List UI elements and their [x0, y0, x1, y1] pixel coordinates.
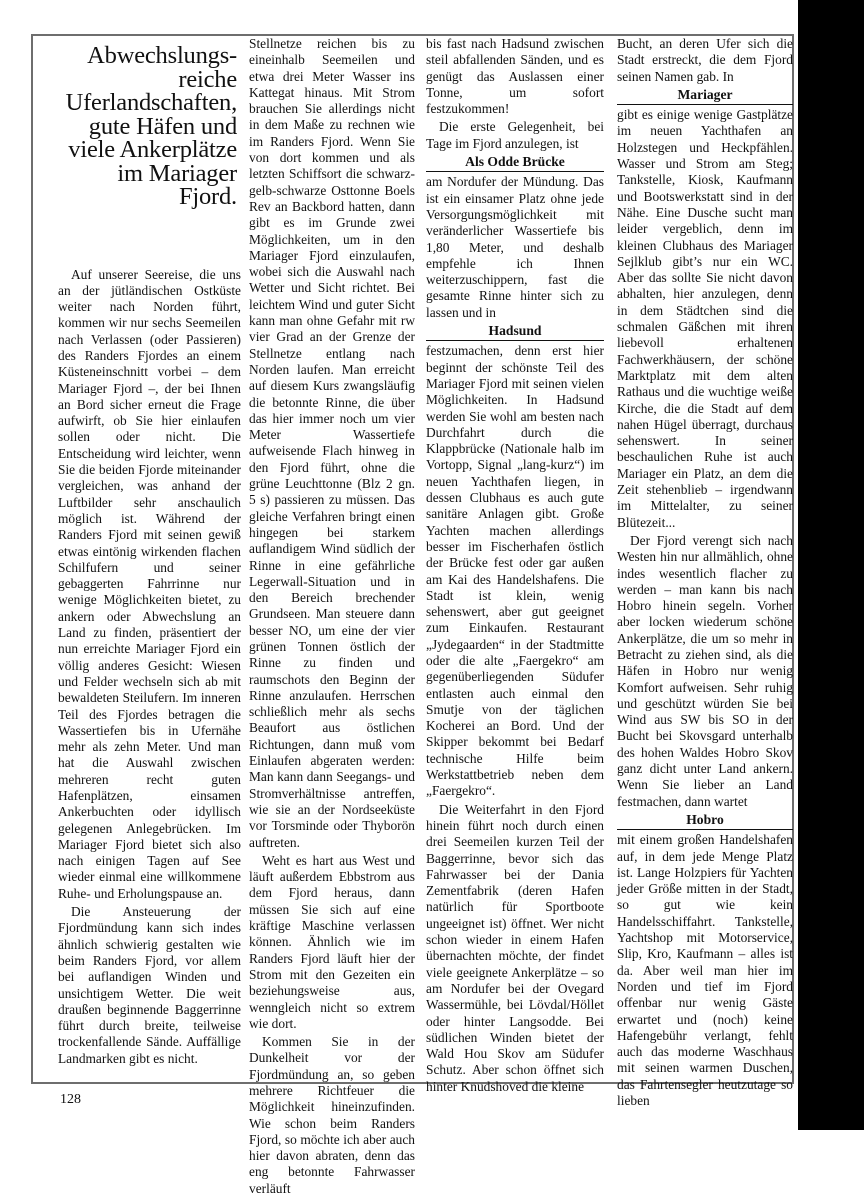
- paragraph: gibt es einige wenige Gastplätze im neuen Yachthafen an Holzstegen und Heckpfählen. Wasser und Strom am Steg; Tankstelle, Kiosk, Kaufmann und Bootswerkstatt sind in der Nähe. Eine Dusche sucht man leider vergeblich, denn im kleinen Clubhaus des Mariager Sejlklub gibt’s nur ein WC. Aber das sollte Sie nicht davon abhalten, hier anzulegen, denn in dem Städtchen sind die schmalen Gäßchen mit ihren liebevoll erhaltenen Fachwerkhäusern, der schöne Marktplatz mit dem alten Rathaus und die wuchtige weiße Kirche, die die Stadt auf dem nahen Hügel überragt, durchaus sehenswert. In seiner beschaulichen Ruhe ist auch Mariager ein Platz, an dem die Zeit stehenblieb – irgendwann im Mittelalter, zu seiner Blütezeit...: [617, 107, 793, 530]
- paragraph: am Nordufer der Mündung. Das ist ein einsamer Platz ohne jede Versorgungsmöglichkeit mit veränderlicher Wassertiefe bis 1,80 Meter, und deshalb empfehle ich Ihnen weiterzuschippern, fast die gesamte Rinne hinter sich zu lassen und in: [426, 174, 604, 320]
- subheading-hadsund: Hadsund: [426, 323, 604, 341]
- paragraph: festzumachen, denn erst hier beginnt der schönste Teil des Mariager Fjord mit seinen vielen Möglichkeiten. In Hadsund werden Sie wohl am besten nach Durchfahrt durch die Klappbrücke (Nationale halb im Vortopp, Signal „lang-kurz“) im neuen Yachthafen liegen, in dessen Clubhaus es auch gute sanitäre Anlagen gibt. Große Yachten machen allerdings besser im Fischerhafen östlich der Brücke fest oder gar außen am Kai des Handelshafens. Die Stadt ist klein, wenig sehenswert, aber gut geeignet zum Einkaufen. Restaurant „Jydegaarden“ in der Stadtmitte oder die alte „Faergekro“ am gegenüberliegenden Südufer entlasten auch einmal den Smutje von der täglichen Kocherei an Bord. Und der Skipper bekommt bei Bedarf technische Hilfe beim Werkstattbetrieb neben dem „Faergekro“.: [426, 343, 604, 799]
- column-1: [58, 36, 241, 1086]
- paragraph: mit einem großen Handelshafen auf, in dem jede Menge Platz ist. Lange Holzpiers für Yachten jeder Größe mitten in der Stadt, so gut wie kein Handelsschiffahrt. Tankstelle, Yachtshop mit Motorservice, Slip, Kro, Kaufmann – alles ist da. Aber weil man hier im Norden und tief im Fjord offenbar nur wenig Gäste erwartet und (noch) keine Hafengebühr verlangt, fehlt auch das moderne Waschhaus mit seinen warmen Duschen, das Fahrtensegler heutzutage so lieben: [617, 832, 793, 1108]
- paragraph: bis fast nach Hadsund zwischen steil abfallenden Sänden, und es genügt das Auslassen einer Tonne, um sofort festzukommen!: [426, 36, 604, 117]
- paragraph: Die erste Gelegenheit, bei Tage im Fjord anzulegen, ist: [426, 119, 604, 151]
- paragraph: Auf unserer Seereise, die uns an der jütländischen Ostküste weiter nach Norden führt, kommen wir nur sechs Seemeilen nach Verlassen (oder Passieren) des Randers Fjordes an einem Küsteneinschnitt vorbei – dem Mariager Fjord –, der bei Ihnen an Bord sicher erneut die Frage aufwirft, ob Sie hier einlaufen sollen oder nicht. Die Entscheidung wird leichter, wenn Sie die beiden Fjorde miteinander vergleichen, was anhand der Luftbilder sehr anschaulich möglich ist. Während der Randers Fjord mit seinen gewiß etwas eintönig wirkenden flachen Schilfufern und seiner gebaggerten Fahrrinne nur wenige Möglichkeiten bietet, zu ankern oder Abwechslung an Land zu finden, präsentiert der nun erreichte Mariager Fjord ein völlig anderes Gesicht: Wiesen und Felder wechseln sich ab mit bewaldeten Steilufern. Im inneren Teil des Fjordes betragen die Wassertiefen bis in Ufernähe mehr als zehn Meter. Und man hat die Auswahl zwischen mehreren recht guten Hafenplätzen, einsamen Ankerbuchten oder idyllisch gelegenen Anlegebrücken. Im Mariager Fjord bietet sich also nach einigen Tagen auf See wieder einmal eine willkommene Ruhe- und Erholungspause an.: [58, 266, 241, 901]
- column-2: [249, 36, 415, 1196]
- intro-block: [58, 267, 241, 1068]
- paragraph: Stellnetze reichen bis zu eineinhalb Seemeilen und etwa drei Meter Wasser ins Kattegat hinaus. Mit Strom brauchen Sie allerdings nicht in dem Maße zu rechnen wie im Randers Fjord. Wenn Sie von dort kommen und als letzten Schiffsort die schwarz-gelb-schwarze Osttonne Boels Rev an Backbord hatten, dann gibt es im Grunde zwei Möglichkeiten, um in den Mariager Fjord einzulaufen, wobei sich die Auswahl nach Wetter und Sicht richtet. Bei leichtem Wind und guter Sicht kann man ohne Gefahr mit rw vier Grad an der Grenze der Stellnetze entlang nach Norden laufen. Man erreicht auf diesem Kurs zwangsläufig die betonnte Rinne, die über das hier immer noch um vier Meter Wassertiefe aufweisende Flach hinweg in den Fjord führt, ohne die grüne Leuchttonne (Blz 2 gn. 5 s) passieren zu müssen. Das gleiche Verfahren bringt einen hingegen bei starkem auflandigem Wind südlich der Rinne in eine gefährliche Legerwall-Situation und in den Bereich brechender Grundseen. Man steuere dann besser NO, um eine der vier grünen Tonnen östlich der Rinne zu finden und raumschots den Beginn der Rinne anzulaufen. Herrschen schließlich mehr als sechs Beaufort aus östlichen Richtungen, dann muß vom Einlaufen abgeraten werden: Man kann dann Seegangs- und Stromverhältnisse antreffen, wie sie an der Nordseeküste vor Torsminde oder Thyborön auftreten.: [249, 36, 415, 850]
- page-number: 128: [60, 1092, 81, 1107]
- paragraph: Kommen Sie in der Dunkelheit vor der Fjordmündung an, so geben mehrere Richtfeuer die Möglichkeit hineinzufinden. Wie schon beim Randers Fjord, so möchte ich aber auch hier davon abraten, denn das eng betonnte Fahrwasser verläuft: [249, 1034, 415, 1196]
- column-4: [617, 36, 793, 1108]
- paragraph: Die Ansteuerung der Fjordmündung kann sich indes ähnlich schwierig gestalten wie beim Randers Fjord, vor allem bei auflandigen Winden und unsichtigem Wetter. Die weit draußen beginnende Baggerrinne führt durch breite, teilweise trockenfallende Sände. Auffällige Landmarken gibt es nicht.: [58, 904, 241, 1066]
- subheading-hobro: Hobro: [617, 812, 793, 830]
- article-title: Abwechslungs-reiche Uferlandschaften, gute Häfen und viele Ankerplätze im Mariager Fjord.: [65, 42, 237, 210]
- subheading-als-odde: Als Odde Brücke: [426, 154, 604, 172]
- subheading-mariager: Mariager: [617, 87, 793, 105]
- paragraph: Die Weiterfahrt in den Fjord hinein führt noch durch einen drei Seemeilen kurzen Teil der Baggerrinne, bevor sich das Fahrwasser bei der Dania Zementfabrik (deren Hafen natürlich für Sportboote ungeeignet ist) öffnet. Wer nicht schon wieder in einem Hafen übernachten möchte, der findet viele geeignete Ankerplätze – so am Nordufer bei der Ovegard Wassermühle, bei Lövdal/Höllet oder hinter Langsodde. Bei südlichen Winden bietet der Wald Hou Skov am Südufer Schutz. Aber schon öffnet sich hinter Knudshoved die kleine: [426, 801, 604, 1094]
- paragraph: Weht es hart aus West und läuft außerdem Ebbstrom aus dem Fjord heraus, dann müssen Sie sich auf eine kräftige Maschine verlassen können. Ähnlich wie im Randers Fjord läuft hier der Strom mit den Gezeiten ein beziehungsweise aus, wenngleich nicht so extrem wie dort.: [249, 852, 415, 1031]
- column-3: [426, 36, 604, 1094]
- paragraph: Der Fjord verengt sich nach Westen hin nur allmählich, ohne indes wesentlich flacher zu werden – man kann bis nach Hobro hinein segeln. Vorher aber locken wiederum schöne Ankerplätze, die um so mehr in Betracht zu ziehen sind, als die Häfen in Hobro nur wenig Komfort aufweisen. Sehr ruhig und geschützt würden Sie bei Wind aus SW bis SO in der Bucht bei Skovsgard unterhalb des hohen Waldes Hobro Skov ganz dicht unter Land ankern. Wenn Sie lieber an Land festmachen, dann wartet: [617, 532, 793, 809]
- scan-edge-shadow: [798, 0, 864, 1130]
- paragraph: Bucht, an deren Ufer sich die Stadt erstreckt, die dem Fjord seinen Namen gab. In: [617, 36, 793, 84]
